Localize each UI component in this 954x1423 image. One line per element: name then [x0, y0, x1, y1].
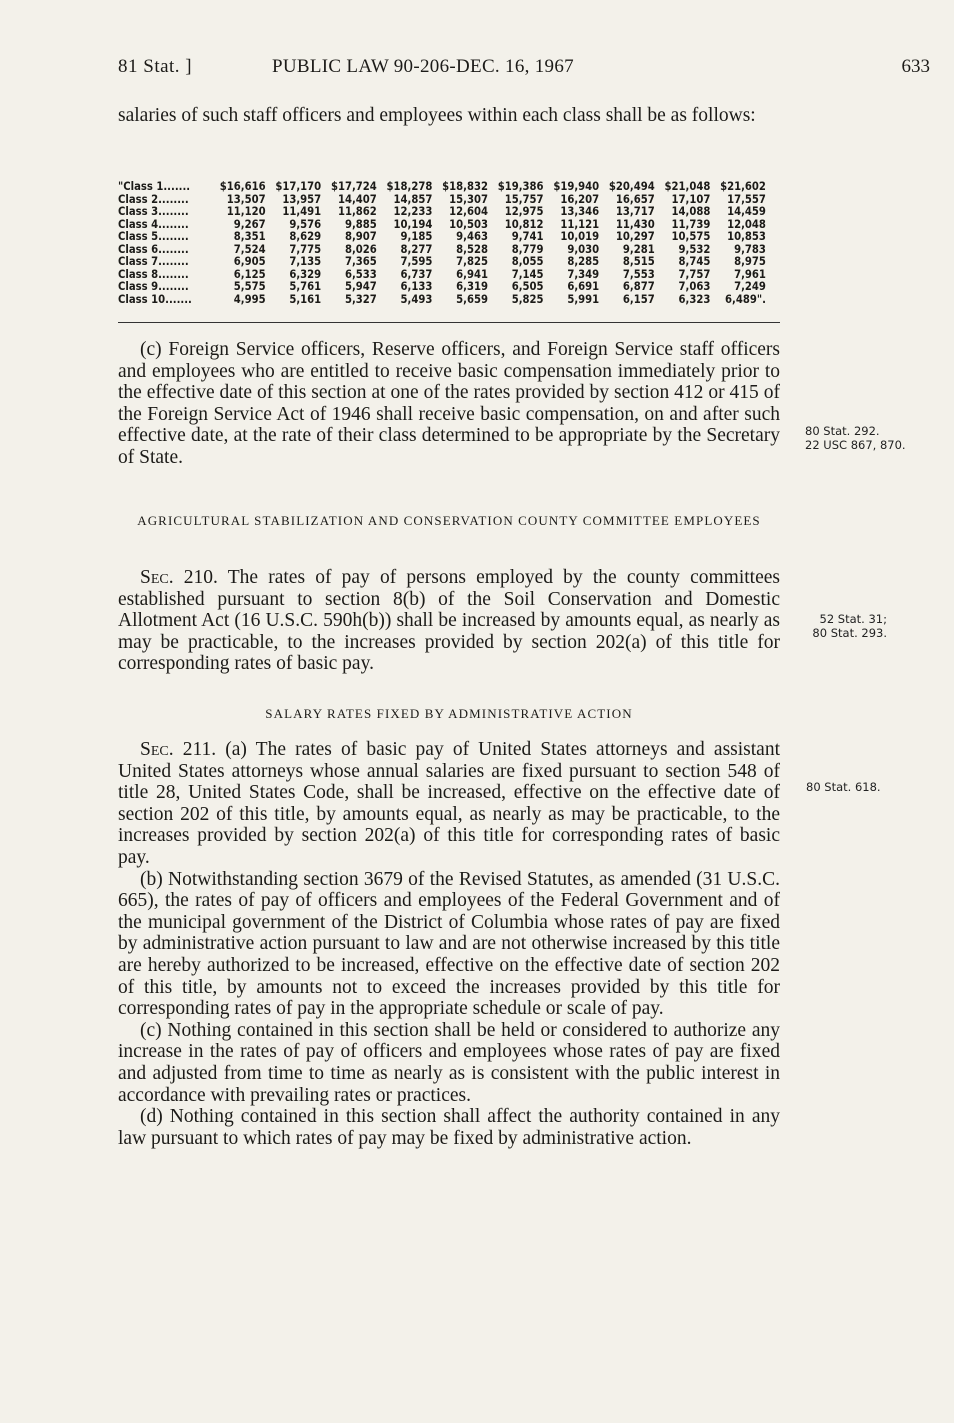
class-label: Class 7........	[118, 255, 189, 268]
salary-cell: 7,145	[511, 267, 544, 281]
salary-cell: 10,019	[560, 230, 600, 243]
salary-cell: 6,905	[233, 255, 266, 268]
salary-cell: 13,717	[615, 205, 655, 218]
salary-cell: 9,885	[344, 217, 377, 231]
heading-salary-rates	[118, 703, 780, 725]
salary-cell: 8,907	[344, 230, 377, 243]
salary-cell: 10,575	[671, 230, 711, 243]
salary-cell: 9,267	[233, 217, 266, 231]
salary-cell: 6,505	[511, 280, 544, 293]
salary-cell: 6,941	[456, 267, 488, 281]
salary-cell: 11,120	[226, 205, 266, 218]
class-label: Class 4........	[118, 217, 189, 231]
salary-cell: 6,877	[622, 280, 655, 293]
section-211	[118, 739, 780, 1149]
salary-cell: 16,207	[560, 192, 600, 206]
salary-cell: 9,463	[456, 230, 488, 243]
salary-cell: 5,991	[567, 292, 600, 306]
salary-cell: 7,757	[678, 267, 711, 281]
salary-cell: 11,739	[671, 217, 711, 231]
class-label: Class 5........	[118, 230, 189, 243]
salary-cell: 9,185	[400, 230, 433, 243]
salary-cell: 7,135	[289, 255, 322, 268]
salary-row	[118, 194, 766, 207]
heading-agricultural	[118, 510, 780, 532]
salary-cell: 8,515	[622, 255, 655, 268]
salary-cell: 5,575	[233, 280, 266, 293]
salary-cell: 6,319	[456, 280, 488, 293]
margin-note-us-attorneys	[806, 780, 881, 794]
paragraph-c	[118, 339, 780, 469]
margin-note-line: 52 Stat. 31;	[819, 612, 887, 626]
salary-cell: 8,975	[734, 255, 766, 268]
salary-cell: 8,629	[289, 230, 322, 243]
salary-cell: 17,107	[671, 192, 711, 206]
salary-cell: 8,745	[678, 255, 711, 268]
salary-cell: 7,349	[567, 267, 600, 281]
salary-cell: 12,048	[727, 217, 766, 231]
salary-cell: 5,761	[289, 280, 322, 293]
margin-note-line: 80 Stat. 292.	[805, 424, 880, 438]
salary-table	[118, 181, 780, 306]
salary-cell: 15,307	[449, 192, 488, 206]
margin-note-soil-conservation	[793, 612, 887, 640]
salary-cell: 6,691	[567, 280, 600, 293]
salary-cell: 7,365	[344, 255, 377, 268]
section-210	[118, 567, 780, 675]
salary-cell: 14,088	[671, 205, 711, 218]
salary-cell: 5,659	[456, 292, 488, 306]
salary-cell: 5,825	[511, 292, 544, 306]
salary-cell: 4,995	[233, 292, 266, 306]
salary-cell: 8,055	[511, 255, 544, 268]
salary-cell: $21,048	[664, 180, 711, 193]
salary-row	[118, 231, 766, 244]
salary-cell: 5,947	[344, 280, 377, 293]
margin-note-line: 80 Stat. 293.	[812, 626, 887, 640]
salary-cell: 6,533	[344, 267, 377, 281]
salary-cell: 8,277	[400, 242, 433, 256]
intro-paragraph	[118, 105, 780, 127]
salary-cell: 9,576	[289, 217, 322, 231]
class-label: Class 10.......	[118, 292, 192, 306]
salary-cell: $18,832	[442, 180, 488, 193]
salary-cell: 11,862	[337, 205, 377, 218]
salary-row	[118, 206, 766, 219]
salary-cell: 10,297	[615, 230, 655, 243]
salary-cell: 7,063	[678, 280, 711, 293]
salary-row	[118, 219, 766, 232]
salary-cell: 7,524	[233, 242, 266, 256]
salary-cell: $21,602	[720, 180, 766, 193]
salary-row	[118, 181, 766, 194]
salary-cell: 6,323	[678, 292, 711, 306]
salary-cell: 8,528	[456, 242, 488, 256]
section-210-text: Sec. 210. The rates of pay of persons employed by the county committees established pursuant to section 8(b) of the Soil Conservation and Domestic Allotment Act (16 U.S.C. 590h(b)) shall be increased by amounts equal, as nearly as may be practicable, to the increases provided by section 202(a) of this title for corresponding rates of basic pay.	[118, 567, 780, 675]
class-label: Class 6........	[118, 242, 189, 256]
salary-cell: $17,724	[330, 180, 377, 193]
salary-cell: 11,491	[282, 205, 322, 218]
section-211-a-text: Sec. 211. (a) The rates of basic pay of United States attorneys and assistant United States attorneys whose annual salaries are fixed pursuant to section 548 of title 28, United States Code, shall be increased, effective on the effective date of section 202 of this title, by amounts equal, as nearly as may be practicable, to the increases provided by section 202(a) of this title for corresponding rates of basic pay.	[118, 739, 780, 868]
salary-cell: 8,026	[344, 242, 377, 256]
salary-cell: 7,961	[734, 267, 766, 281]
salary-cell: 10,503	[449, 217, 488, 231]
salary-cell: 9,783	[734, 242, 766, 256]
salary-cell: 11,121	[560, 217, 600, 231]
salary-cell: 10,853	[727, 230, 766, 243]
margin-note-line: 80 Stat. 618.	[806, 780, 881, 794]
margin-note-line: 22 USC 867, 870.	[805, 438, 906, 452]
salary-cell: 7,595	[400, 255, 433, 268]
salary-cell: 15,757	[504, 192, 544, 206]
section-heading-agricultural: AGRICULTURAL STABILIZATION AND CONSERVATION COUNTY COMMITTEE EMPLOYEES	[137, 513, 761, 528]
margin-note-foreign-service	[805, 424, 906, 452]
salary-cell: 10,812	[504, 217, 544, 231]
class-label: Class 9........	[118, 280, 189, 293]
salary-cell: 17,557	[727, 192, 766, 206]
salary-cell: 13,507	[226, 192, 266, 206]
section-211-c-text: (c) Nothing contained in this section shall be held or considered to authorize any increase in the rates of pay of officers and employees whose rates of pay are fixed and adjusted from time to time as nearly as is consistent with the public interest in accordance with prevailing rates or practices.	[118, 1019, 780, 1106]
class-label: "Class 1.......	[118, 180, 191, 193]
running-title: PUBLIC LAW 90-206-DEC. 16, 1967	[272, 56, 574, 77]
section-label: Sec.	[140, 739, 174, 760]
salary-row	[118, 244, 766, 257]
salary-cell: 7,553	[622, 267, 655, 281]
salary-cell: 5,161	[289, 292, 322, 306]
salary-row	[118, 256, 766, 269]
section-label: Sec.	[140, 567, 174, 588]
salary-cell: $18,278	[386, 180, 433, 193]
salary-cell: 11,430	[615, 217, 655, 231]
salary-cell: 14,857	[393, 192, 433, 206]
salary-cell: 7,825	[456, 255, 488, 268]
salary-cell: 6,157	[622, 292, 655, 306]
salary-cell: 16,657	[615, 192, 655, 206]
class-label: Class 2........	[118, 192, 189, 206]
salary-cell: 5,493	[400, 292, 433, 306]
salary-cell: 14,407	[337, 192, 377, 206]
section-211-d-text: (d) Nothing contained in this section shall affect the authority contained in any law pursuant to which rates of pay may be fixed by administrative action.	[118, 1106, 780, 1149]
salary-cell: 6,489".	[725, 292, 766, 306]
salary-cell: 6,133	[400, 280, 433, 293]
salary-cell: 9,281	[622, 242, 655, 256]
salary-cell: $19,940	[553, 180, 600, 193]
salary-cell: 9,532	[678, 242, 711, 256]
salary-cell: 14,459	[727, 205, 766, 218]
salary-cell: 13,957	[282, 192, 322, 206]
salary-row	[118, 269, 766, 282]
salary-cell: 6,125	[233, 267, 266, 281]
intro-text: salaries of such staff officers and employees within each class shall be as follows:	[118, 105, 756, 126]
salary-cell: 7,249	[734, 280, 766, 293]
page-number: 633	[901, 56, 930, 77]
statute-reference: 81 Stat. ]	[118, 56, 193, 77]
paragraph-c-text: (c) Foreign Service officers, Reserve officers, and Foreign Service staff officers and employees who are entitled to receive basic compensation immediately prior to the effective date of this section at one of the rates provided by section 412 or 415 of the Foreign Service Act of 1946 shall receive basic compensation, on and after such effective date, at the rate of their class determined to be appropriate by the Secretary of State.	[118, 339, 780, 468]
class-label: Class 3........	[118, 205, 189, 218]
salary-cell: 8,285	[567, 255, 600, 268]
salary-rates-table	[118, 181, 766, 306]
table-rule	[118, 322, 780, 323]
class-label: Class 8........	[118, 267, 189, 281]
salary-cell: 6,737	[400, 267, 433, 281]
salary-cell: 5,327	[344, 292, 377, 306]
salary-row	[118, 281, 766, 294]
salary-row	[118, 294, 766, 307]
section-heading-salary-rates: SALARY RATES FIXED BY ADMINISTRATIVE ACTION	[265, 706, 633, 721]
salary-cell: $16,616	[219, 180, 266, 193]
salary-cell: 12,233	[393, 205, 433, 218]
salary-cell: $17,170	[275, 180, 322, 193]
page-header	[118, 56, 930, 84]
salary-cell: 9,741	[511, 230, 544, 243]
salary-cell: 10,194	[393, 217, 433, 231]
salary-cell: 8,351	[233, 230, 266, 243]
salary-cell: 13,346	[560, 205, 600, 218]
salary-cell: 7,775	[289, 242, 322, 256]
salary-cell: 12,604	[449, 205, 488, 218]
salary-cell: 8,779	[511, 242, 544, 256]
salary-cell: $20,494	[608, 180, 655, 193]
salary-cell: 12,975	[504, 205, 544, 218]
salary-cell: 6,329	[289, 267, 322, 281]
salary-cell: 9,030	[567, 242, 600, 256]
section-211-b-text: (b) Notwithstanding section 3679 of the Revised Statutes, as amended (31 U.S.C. 665), the rates of pay of officers and employees of the Federal Government and of the municipal government of the District of Columbia whose rates of pay are fixed by administrative action pursuant to law and are not otherwise increased by this title are hereby authorized to be increased, effective on the effective date of section 202 of this title, by amounts not to exceed the increases provided by this title for corresponding rates of pay in the appropriate schedule or scale of pay.	[118, 868, 780, 1020]
salary-cell: $19,386	[497, 180, 544, 193]
